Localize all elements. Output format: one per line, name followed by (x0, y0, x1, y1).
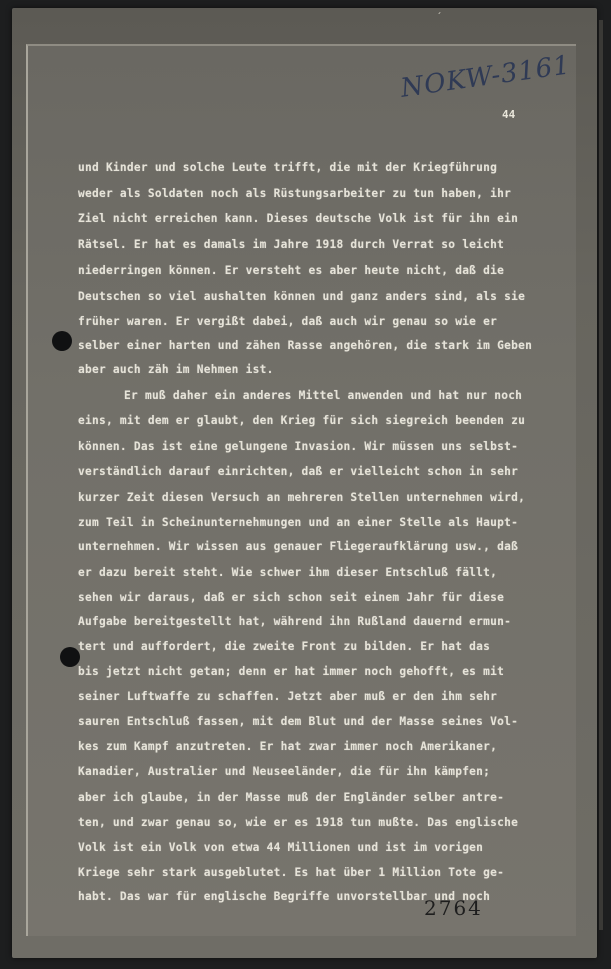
text-line: Volk ist ein Volk von etwa 44 Millionen und ist im vorigen (78, 841, 484, 854)
text-line: niederringen können. Er versteht es aber heute nicht, daß die (78, 264, 505, 277)
text-line: ten, und zwar genau so, wie er es 1918 tun mußte. Das englische (78, 816, 519, 829)
text-line: früher waren. Er vergißt dabei, daß auch wir genau so wie er (78, 315, 498, 328)
text-line: Ziel nicht erreichen kann. Dieses deutsche Volk ist für ihn ein (78, 212, 519, 225)
text-line: verständlich darauf einrichten, daß er vielleicht schon in sehr (78, 465, 519, 478)
text-line: und Kinder und solche Leute trifft, die mit der Kriegführung (78, 161, 498, 174)
text-line: Deutschen so viel aushalten können und ganz anders sind, als sie (78, 290, 526, 303)
text-line: zum Teil in Scheinunternehmungen und an einer Stelle als Haupt- (78, 516, 519, 529)
text-line: habt. Das war für englische Begriffe unvorstellbar und noch (78, 890, 491, 903)
text-line: eins, mit dem er glaubt, den Krieg für sich siegreich beenden zu (78, 414, 526, 427)
punch-hole-top (52, 331, 72, 351)
text-line: Rätsel. Er hat es damals im Jahre 1918 durch Verrat so leicht (78, 238, 505, 251)
text-line: können. Das ist eine gelungene Invasion. Wir müssen uns selbst- (78, 440, 519, 453)
page-number: 44 (502, 108, 516, 121)
text-line: sauren Entschluß fassen, mit dem Blut und der Masse seines Vol- (78, 715, 519, 728)
text-line: selber einer harten und zähen Rasse angehören, die stark im Geben (78, 339, 533, 352)
text-line: sehen wir daraus, daß er sich schon seit einem Jahr für diese (78, 591, 505, 604)
text-line: aber auch zäh im Nehmen ist. (78, 363, 274, 376)
punch-hole-bottom (60, 647, 80, 667)
text-line: unternehmen. Wir wissen aus genauer Fliegeraufklärung usw., daß (78, 540, 519, 553)
handwritten-reference: NOKW-3161 (398, 50, 573, 104)
text-line: aber ich glaube, in der Masse muß der Engländer selber antre- (78, 791, 505, 804)
text-line: kurzer Zeit diesen Versuch an mehreren Stellen unternehmen wird, (78, 491, 526, 504)
text-line: er dazu bereit steht. Wie schwer ihm dieser Entschluß fällt, (78, 566, 498, 579)
corner-mark: ´ (436, 12, 443, 23)
text-line: tert und auffordert, die zweite Front zu bilden. Er hat das (78, 640, 491, 653)
page-edge-shadow (599, 20, 603, 930)
text-line: Kriege sehr stark ausgeblutet. Es hat über 1 Million Tote ge- (78, 866, 505, 879)
paragraph-start-line: Er muß daher ein anderes Mittel anwenden und hat nur noch (124, 389, 523, 402)
text-line: kes zum Kampf anzutreten. Er hat zwar immer noch Amerikaner, (78, 740, 498, 753)
text-line: bis jetzt nicht getan; denn er hat immer noch gehofft, es mit (78, 665, 505, 678)
text-line: Kanadier, Australier und Neuseeländer, die für ihn kämpfen; (78, 765, 491, 778)
archive-stamp-number: 2764 (424, 896, 483, 920)
text-line: Aufgabe bereitgestellt hat, während ihn Rußland dauernd ermun- (78, 615, 512, 628)
text-line: weder als Soldaten noch als Rüstungsarbeiter zu tun haben, ihr (78, 187, 512, 200)
text-line: seiner Luftwaffe zu schaffen. Jetzt aber muß er den ihm sehr (78, 690, 498, 703)
